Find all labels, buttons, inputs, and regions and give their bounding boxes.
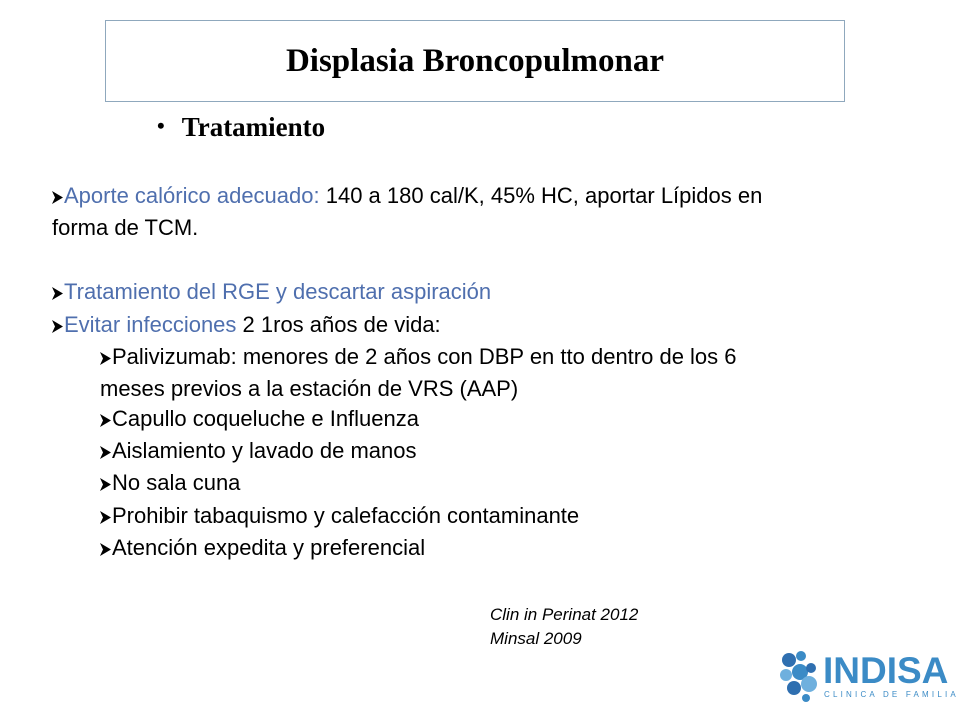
reference-line: Clin in Perinat 2012 xyxy=(490,605,639,624)
arrow-bullet-icon xyxy=(52,191,63,204)
references xyxy=(490,603,638,651)
title-box xyxy=(105,20,845,102)
list-item xyxy=(52,279,491,305)
sub-list-item-continuation xyxy=(100,376,518,402)
sub-list-item xyxy=(100,535,425,561)
item-label: Aporte calórico adecuado xyxy=(64,183,314,208)
item-text: 140 a 180 cal/K, 45% HC, aportar Lípidos en xyxy=(325,183,763,208)
subitem-text: Prohibir tabaquismo y calefacción contaminante xyxy=(112,503,580,528)
logo-mark-icon xyxy=(778,648,822,703)
sub-list-item xyxy=(100,438,417,464)
arrow-bullet-icon xyxy=(52,320,63,333)
slide-title: Displasia Broncopulmonar xyxy=(285,42,665,79)
logo-wordmark: INDISA xyxy=(823,650,949,691)
arrow-bullet-icon xyxy=(100,414,111,427)
subitem-text: Aislamiento y lavado de manos xyxy=(112,438,417,463)
logo-tagline: CLINICA DE FAMILIA xyxy=(824,690,959,699)
subitem-text: Capullo coqueluche e Influenza xyxy=(112,406,420,431)
subitem-text: No sala cuna xyxy=(112,470,241,495)
section-heading-text: Tratamiento xyxy=(181,112,326,142)
section-heading xyxy=(157,112,325,143)
item-separator: : xyxy=(313,183,326,208)
item-text-cont: forma de TCM. xyxy=(52,215,199,240)
item-text: 2 1ros años de vida: xyxy=(236,312,441,337)
bullet-icon: • xyxy=(157,112,165,138)
arrow-bullet-icon xyxy=(52,287,63,300)
list-item-continuation xyxy=(52,215,198,241)
arrow-bullet-icon xyxy=(100,511,111,524)
item-label: Tratamiento del RGE y descartar aspiración xyxy=(64,279,492,304)
sub-list-item xyxy=(100,503,579,529)
list-item xyxy=(52,183,762,209)
sub-list-item xyxy=(100,406,419,432)
item-label: Evitar infecciones xyxy=(64,312,237,337)
indisa-logo xyxy=(778,648,959,703)
subitem-text: Atención expedita y preferencial xyxy=(112,535,426,560)
subitem-text-cont: meses previos a la estación de VRS (AAP) xyxy=(100,376,519,401)
list-item xyxy=(52,312,441,338)
sub-list-item xyxy=(100,470,240,496)
arrow-bullet-icon xyxy=(100,543,111,556)
subitem-text: Palivizumab: menores de 2 años con DBP en tto dentro de los 6 xyxy=(112,344,737,369)
sub-list-item xyxy=(100,344,737,370)
arrow-bullet-icon xyxy=(100,446,111,459)
arrow-bullet-icon xyxy=(100,352,111,365)
arrow-bullet-icon xyxy=(100,478,111,491)
reference-line: Minsal 2009 xyxy=(490,629,582,648)
